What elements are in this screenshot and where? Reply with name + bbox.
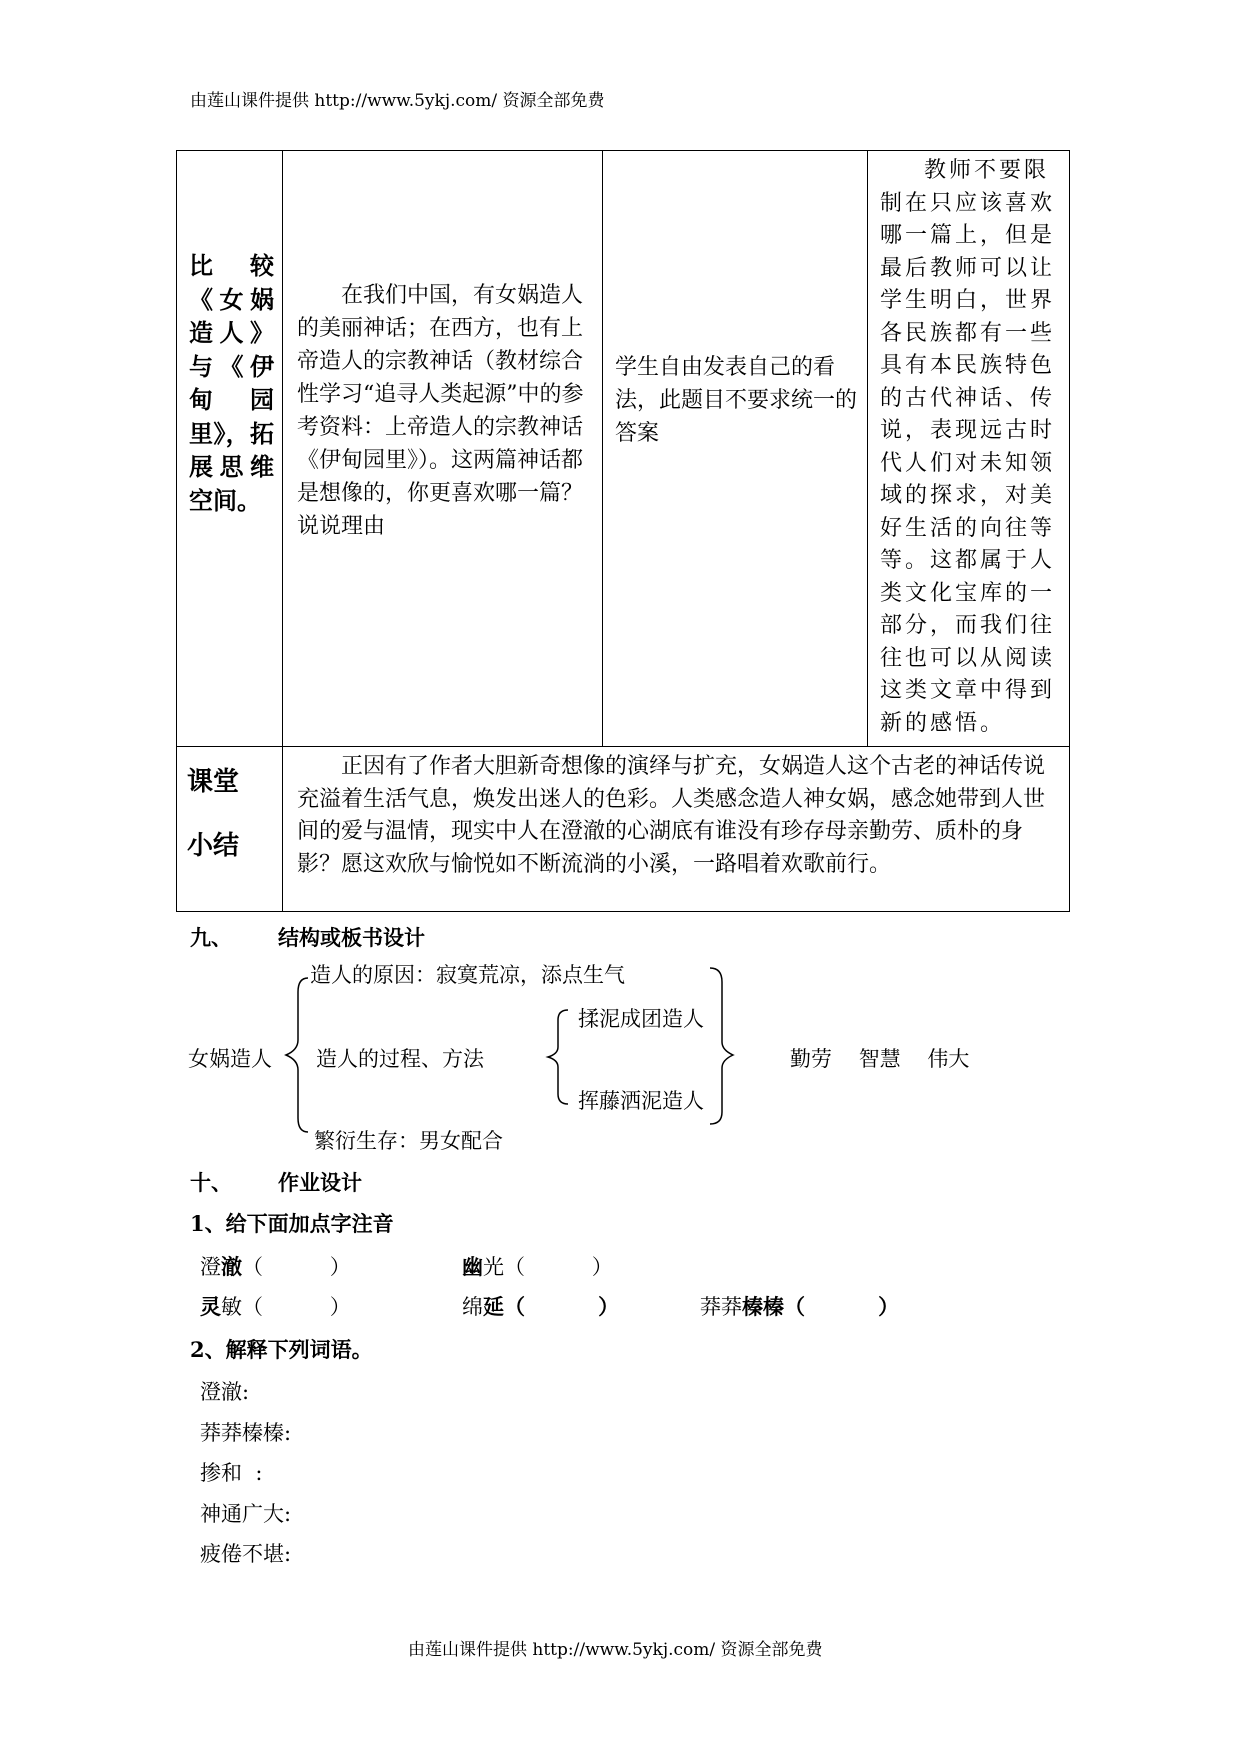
summary-text: 正因有了作者大胆新奇想像的演绎与扩充，女娲造人这个古老的神话传说充溢着生活气息，焕发出迷人的色彩。人类感念造人神女娲，感念她带到人世间的爱与温情，现实中人在澄澈的心湖底有谁没有珍存母亲勤劳、质朴的身影？愿这欢欣与愉悦如不断流淌的小溪，一路唱着欢歌前行。	[297, 754, 1046, 877]
pinyin-item	[462, 1291, 619, 1321]
teacher-activity-text: 在我们中国，有女娲造人的美丽神话；在西方，也有上帝造人的宗教神话（教材综合性学习“追寻人类起源”中的参考资料：上帝造人的宗教神话《伊甸园里》）。这两篇神话都是想像的，你更喜欢哪一篇？说说理由	[297, 283, 584, 539]
answer-blank[interactable]: （ ）	[242, 1295, 351, 1319]
word-item: 掺和 :	[200, 1461, 263, 1485]
item-plain: 敏	[221, 1295, 242, 1319]
pinyin-item	[200, 1291, 351, 1321]
item-plain: 澄	[200, 1255, 221, 1279]
word-item: 神通广大:	[200, 1502, 292, 1526]
item-dotted-char: 延	[483, 1294, 504, 1319]
item-plain: 绵	[462, 1295, 483, 1319]
methods-left-brace	[548, 1010, 568, 1104]
board-method2: 挥藤洒泥造人	[578, 1089, 704, 1113]
design-note-text: 教师不要限制在只应该喜欢哪一篇上，但是最后教师可以让学生明白，世界各民族都有一些具有本民族特色的古代神话、传说，表现远古时代人们对未知领域的探求，对美好生活的向往等等。这都属于人类文化宝库的一部分，而我们往往也可以从阅读这类文章中得到新的感悟。	[880, 158, 1056, 736]
section10-title: 作业设计	[278, 1170, 362, 1195]
word-item: 莽莽榛榛:	[200, 1421, 292, 1445]
board-continue: 繁衍生存：男女配合	[314, 1129, 503, 1153]
pinyin-item	[462, 1251, 613, 1281]
summary-title-line2: 小结	[187, 831, 240, 861]
page-footer: 由莲山课件提供 http://www.5ykj.com/ 资源全部免费	[408, 1640, 823, 1660]
board-reason: 造人的原因：寂寞荒凉，添点生气	[310, 963, 625, 987]
item-dotted-char: 幽	[462, 1254, 483, 1279]
board-qualities: 勤劳 智慧 伟大	[790, 1047, 970, 1071]
board-method1: 揉泥成团造人	[578, 1007, 704, 1031]
item-dotted-char: 澈	[221, 1254, 242, 1279]
board-process: 造人的过程、方法	[316, 1047, 484, 1071]
item-plain: 光	[483, 1255, 504, 1279]
board-root: 女娲造人	[188, 1047, 272, 1071]
item-dotted-char: 灵	[200, 1294, 221, 1319]
answer-blank[interactable]: （ ）	[504, 1294, 620, 1319]
section10-number: 十、	[190, 1170, 232, 1195]
question1-title: 1、给下面加点字注音	[190, 1211, 394, 1236]
word-item: 疲倦不堪:	[200, 1542, 292, 1566]
item-plain: 莽莽	[700, 1295, 742, 1319]
section9-number: 九、	[190, 925, 232, 950]
question2-title: 2、解释下列词语。	[190, 1337, 373, 1362]
answer-blank[interactable]: （ ）	[242, 1255, 351, 1279]
word-item: 澄澈:	[200, 1380, 250, 1404]
main-left-brace	[286, 978, 308, 1132]
page-header: 由莲山课件提供 http://www.5ykj.com/ 资源全部免费	[190, 91, 605, 111]
pinyin-item	[700, 1291, 899, 1321]
item-dotted-char: 榛榛	[742, 1294, 784, 1319]
answer-blank[interactable]: （ ）	[504, 1255, 613, 1279]
summary-title-line1: 课堂	[187, 767, 240, 797]
section10-heading	[190, 1167, 362, 1197]
answer-blank[interactable]: （ ）	[784, 1294, 900, 1319]
pinyin-item	[200, 1251, 351, 1281]
methods-right-brace	[710, 968, 733, 1124]
step-title: 比较《女娲造人》与《伊甸园里》，拓展思维空间。	[189, 251, 274, 515]
student-activity-text: 学生自由发表自己的看法，此题目不要求统一的答案	[615, 355, 858, 446]
section9-title: 结构或板书设计	[278, 925, 425, 950]
